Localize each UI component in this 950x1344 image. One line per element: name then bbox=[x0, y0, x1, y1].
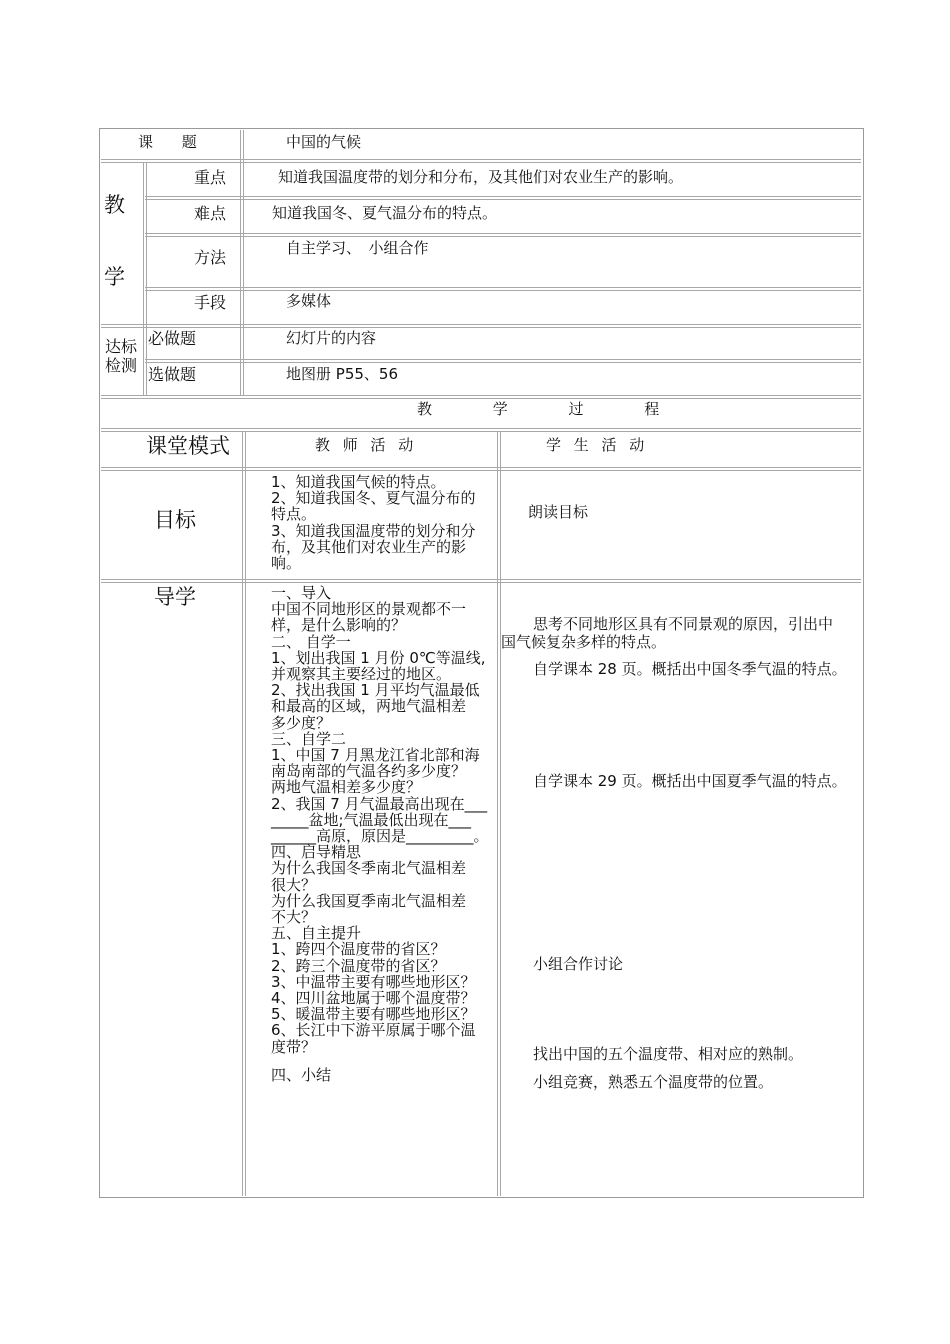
topic-label: 课 题 bbox=[138, 133, 209, 151]
guide-line: 2、跨三个温度带的省区？ bbox=[271, 956, 446, 975]
guide-line: 两地气温相差多少度？ bbox=[271, 778, 422, 797]
student-label: 学 生 活 动 bbox=[546, 436, 649, 454]
col-divider bbox=[240, 130, 244, 395]
goal-line: 响。 bbox=[271, 554, 302, 573]
difficulty-label: 难点 bbox=[194, 204, 227, 223]
row-divider bbox=[101, 428, 861, 432]
guide-student-6: 小组竞赛，熟悉五个温度带的位置。 bbox=[533, 1073, 774, 1091]
optional-value: 地图册 P55、56 bbox=[286, 365, 398, 383]
required-value: 幻灯片的内容 bbox=[286, 329, 377, 347]
goal-line: 特点。 bbox=[271, 505, 317, 524]
guide-line: 多少度？ bbox=[271, 713, 332, 732]
row-divider bbox=[101, 395, 861, 399]
guide-student-4: 小组合作讨论 bbox=[533, 955, 624, 973]
col-divider bbox=[242, 431, 246, 1196]
goals-student: 朗读目标 bbox=[528, 503, 589, 521]
goal-line: 3、知道我国温度带的划分和分 bbox=[271, 521, 476, 540]
guide-line: 度带？ bbox=[271, 1037, 317, 1056]
row-divider bbox=[145, 359, 861, 363]
col-divider bbox=[143, 162, 147, 395]
row-divider bbox=[145, 287, 861, 291]
guide-student-5: 找出中国的五个温度带、相对应的熟制。 bbox=[533, 1045, 804, 1063]
guide-line: 四、小结 bbox=[271, 1065, 332, 1084]
guide-line: 样，是什么影响的？ bbox=[271, 616, 407, 635]
guide-line: 4、四川盆地属于哪个温度带？ bbox=[271, 989, 476, 1008]
method-label: 方法 bbox=[194, 248, 227, 267]
goal-line: 1、知道我国气候的特点。 bbox=[271, 473, 446, 491]
guide-line: 1、划出我国 1 月份 0℃等温线, bbox=[271, 648, 486, 667]
goal-line: 2、知道我国冬、夏气温分布的 bbox=[271, 489, 476, 508]
teaching-label-1: 教 bbox=[104, 193, 125, 217]
guide-line: 6、长江中下游平原属于哪个温 bbox=[271, 1021, 476, 1040]
check-label-2: 检测 bbox=[105, 356, 138, 375]
guide-line: 中国不同地形区的景观都不一 bbox=[271, 600, 467, 619]
process-title: 教 学 过 程 bbox=[417, 400, 688, 418]
guide-line: 2、找出我国 1 月平均气温最低 bbox=[271, 681, 480, 700]
goals-label: 目标 bbox=[154, 508, 196, 532]
guide-line: 四、启导精思 bbox=[271, 843, 362, 862]
guide-line: 不大？ bbox=[271, 908, 317, 927]
row-divider bbox=[145, 196, 861, 200]
row-divider bbox=[101, 467, 861, 471]
guide-label: 导学 bbox=[154, 585, 196, 609]
guide-line: 并观察其主要经过的地区。 bbox=[271, 665, 452, 684]
guide-line: 为什么我国夏季南北气温相差 bbox=[271, 891, 467, 910]
teacher-label: 教 师 活 动 bbox=[315, 436, 418, 454]
guide-line: 1、中国 7 月黑龙江省北部和海 bbox=[271, 746, 480, 765]
guide-line: 5、暖温带主要有哪些地形区？ bbox=[271, 1005, 476, 1024]
guide-student-3: 自学课本 29 页。概括出中国夏季气温的特点。 bbox=[533, 772, 847, 790]
guide-line: 3、中温带主要有哪些地形区？ bbox=[271, 972, 476, 991]
topic-value: 中国的气候 bbox=[286, 133, 362, 151]
guide-student-2: 自学课本 28 页。概括出中国冬季气温的特点。 bbox=[533, 660, 847, 678]
guide-line: 一、导入 bbox=[271, 584, 332, 602]
guide-line: 1、跨四个温度带的省区？ bbox=[271, 940, 446, 959]
guide-line: ______高原，原因是_________。 bbox=[271, 827, 489, 846]
guide-line: 南岛南部的气温各约多少度？ bbox=[271, 762, 467, 781]
row-divider bbox=[101, 579, 861, 583]
teaching-label-2: 学 bbox=[104, 265, 125, 289]
guide-line: _____盆地;气温最低出现在___ bbox=[271, 810, 472, 829]
goals-teacher bbox=[271, 474, 499, 571]
guide-line: 2、我国 7 月气温最高出现在___ bbox=[271, 794, 488, 813]
guide-line: 五、自主提升 bbox=[271, 924, 362, 943]
means-value: 多媒体 bbox=[286, 292, 332, 310]
guide-line: 二、 自学一 bbox=[271, 632, 351, 651]
key-value: 知道我国温度带的划分和分布，及其他们对农业生产的影响。 bbox=[278, 168, 684, 186]
guide-student-1b: 国气候复杂多样的特点。 bbox=[501, 633, 667, 651]
check-label-1: 达标 bbox=[105, 337, 138, 356]
row-divider bbox=[101, 159, 861, 163]
row-divider bbox=[145, 233, 861, 237]
optional-label: 选做题 bbox=[148, 365, 197, 384]
guide-line: 三、自学二 bbox=[271, 729, 347, 748]
required-label: 必做题 bbox=[148, 329, 197, 348]
means-label: 手段 bbox=[194, 293, 227, 312]
difficulty-value: 知道我国冬、夏气温分布的特点。 bbox=[272, 204, 498, 222]
guide-student-1a: 思考不同地形区具有不同景观的原因，引出中 bbox=[533, 615, 834, 633]
goal-line: 布，及其他们对农业生产的影 bbox=[271, 537, 467, 556]
guide-teacher bbox=[271, 585, 499, 1083]
guide-line: 很大？ bbox=[271, 875, 317, 894]
method-value: 自主学习、 小组合作 bbox=[286, 239, 429, 257]
mode-label: 课堂模式 bbox=[146, 434, 230, 458]
guide-line: 和最高的区域，两地气温相差 bbox=[271, 697, 467, 716]
guide-line: 为什么我国冬季南北气温相差 bbox=[271, 859, 467, 878]
key-label: 重点 bbox=[194, 168, 227, 187]
row-divider bbox=[101, 324, 861, 328]
